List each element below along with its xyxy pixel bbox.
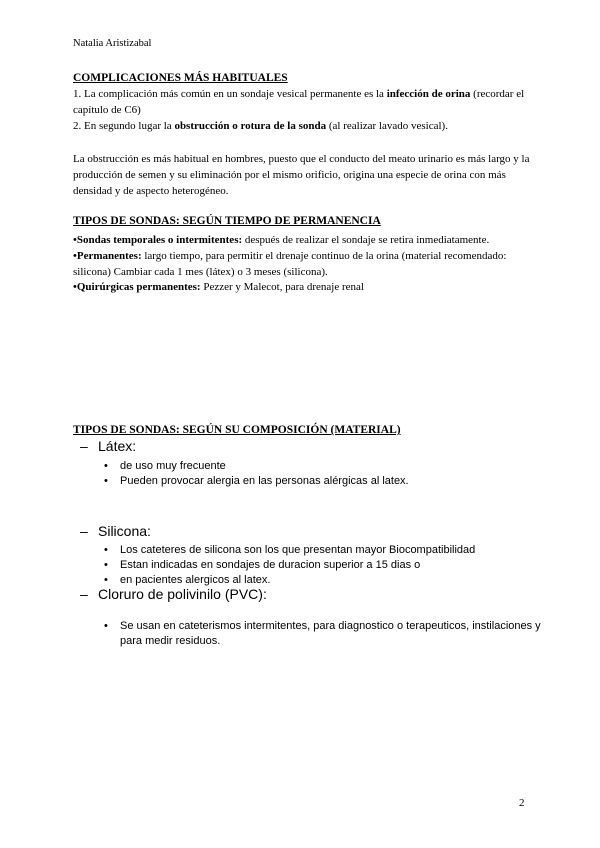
complicacion-item-2: 2. En segundo lugar la obstrucción o rotura de la sonda (al realizar lavado vesical).	[73, 119, 448, 132]
obstruccion-bold: obstrucción o rotura de la sonda	[174, 119, 327, 132]
heading-tiempo-permanencia: TIPOS DE SONDAS: SEGÚN TIEMPO DE PERMANENCIA	[73, 215, 381, 227]
list-item: • en pacientes alergicos al latex.	[104, 573, 475, 588]
heading-complicaciones: COMPLICACIONES MÁS HABITUALES	[73, 72, 288, 84]
material-group-pvc: – Cloruro de polivinilo (PVC):	[80, 586, 267, 602]
material-group-latex: – Látex:	[80, 438, 137, 454]
complicaciones-list	[73, 87, 533, 134]
tiempo-item-permanentes: •Permanentes: largo tiempo, para permitir el drenaje continuo de la orina (material recomendado: silicona) Cambiar cada 1 mes (látex) o 3 meses (silicona).	[73, 249, 507, 278]
material-group-silicona: – Silicona:	[80, 523, 151, 539]
list-item: • de uso muy frecuente	[104, 459, 409, 474]
material-title-latex: Látex:	[98, 438, 137, 454]
heading-composicion-material: TIPOS DE SONDAS: SEGÚN SU COMPOSICIÓN (MATERIAL)	[73, 424, 401, 436]
obstruccion-paragraph: La obstrucción es más habitual en hombres, puesto que el conducto del meato urinario es más largo y la producción de semen y su eliminación por el mismo orificio, origina una especie de orina con más densidad y de aspecto heterogéneo.	[73, 153, 530, 197]
infeccion-bold: infección de orina	[386, 88, 471, 100]
material-title-silicona: Silicona:	[98, 523, 151, 539]
author-name: Natalia Aristizabal	[73, 38, 152, 49]
latex-bullets	[104, 459, 409, 489]
list-item: • Se usan en cateterismos intermitentes, para diagnostico o terapeuticos, instilaciones y para medir residuos.	[104, 619, 544, 649]
tiempo-list	[73, 233, 533, 296]
pvc-bullets	[104, 619, 544, 649]
list-item: • Pueden provocar alergia en las personas alérgicas al latex.	[104, 474, 409, 489]
material-title-pvc: Cloruro de polivinilo (PVC):	[98, 586, 267, 602]
page-number: 2	[519, 797, 525, 809]
silicona-bullets	[104, 543, 475, 588]
complicacion-item-1: 1. La complicación más común en un sondaje vesical permanente es la infección de orina (recordar el capítulo de C6)	[73, 88, 525, 116]
tiempo-item-temporales: •Sondas temporales o intermitentes: después de realizar el sondaje se retira inmediatamente.	[73, 234, 490, 246]
list-item: • Estan indicadas en sondajes de duracion superior a 15 dias o	[104, 558, 475, 573]
list-item: • Los cateteres de silicona son los que presentan mayor Biocompatibilidad	[104, 543, 475, 558]
tiempo-item-quirurgicas: •Quirúrgicas permanentes: Pezzer y Malecot, para drenaje renal	[73, 281, 364, 294]
